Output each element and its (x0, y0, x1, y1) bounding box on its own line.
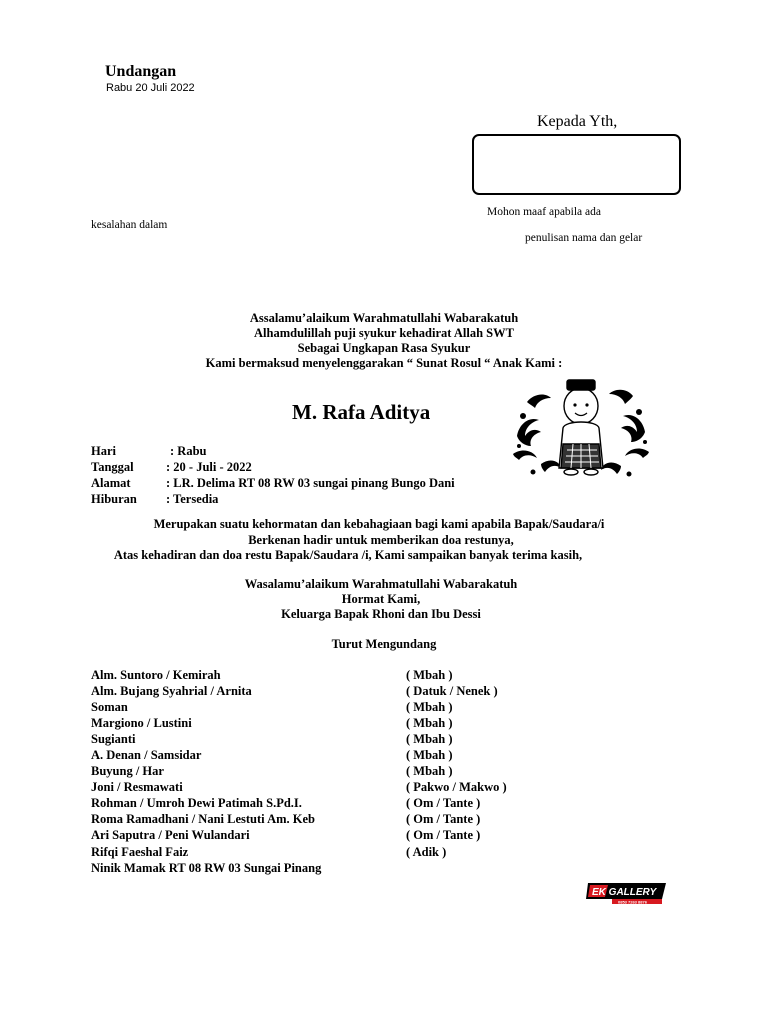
inviter-name: Ari Saputra / Peni Wulandari (91, 828, 250, 842)
logo-subtext: 0853 7263 8876 (618, 899, 647, 905)
detail-label: Hari (91, 444, 116, 458)
inviter-name: Roma Ramadhani / Nani Lestuti Am. Keb (91, 812, 315, 826)
inviter-relation: ( Mbah ) (406, 732, 453, 746)
inviter-relation: ( Mbah ) (406, 700, 453, 714)
invitation-title: Undangan (105, 63, 177, 80)
greeting-line: Sebagai Ungkapan Rasa Syukur (297, 341, 471, 355)
apology-note-line3: penulisan nama dan gelar (525, 232, 643, 244)
signoff-line: Wasalamu’alaikum Warahmatullahi Wabarakatuh (244, 577, 518, 591)
inviter-name: Rohman / Umroh Dewi Patimah S.Pd.I. (91, 796, 302, 810)
list-item (91, 780, 591, 796)
inviter-relation: ( Adik ) (406, 845, 447, 859)
inviter-name: Alm. Suntoro / Kemirah (91, 668, 221, 682)
detail-row-tanggal (91, 459, 511, 475)
detail-row-alamat (91, 475, 511, 491)
signoff-line: Hormat Kami, (341, 592, 421, 606)
list-item (91, 861, 591, 877)
apology-note-line2: kesalahan dalam (91, 219, 168, 231)
inviter-relation: ( Om / Tante ) (406, 828, 481, 842)
apology-note-line1: Mohon maaf apabila ada (487, 206, 601, 218)
list-item (91, 748, 591, 764)
detail-label: Tanggal (91, 460, 134, 474)
event-details (91, 443, 511, 507)
detail-row-hiburan (91, 491, 511, 507)
inviter-name: A. Denan / Samsidar (91, 748, 202, 762)
list-item (91, 716, 591, 732)
inviter-relation: ( Mbah ) (406, 764, 453, 778)
recipient-address-box (472, 134, 681, 195)
inviter-relation: ( Om / Tante ) (406, 812, 481, 826)
greeting-line: Alhamdulillah puji syukur kehadirat Allah SWT (254, 326, 514, 340)
recipient-label: Kepada Yth, (537, 113, 618, 130)
list-item (91, 812, 591, 828)
list-item (91, 684, 591, 700)
inviter-name: Sugianti (91, 732, 136, 746)
greeting-line: Kami bermaksud menyelenggarakan “ Sunat Rosul “ Anak Kami : (205, 356, 563, 370)
inviter-name: Rifqi Faeshal Faiz (91, 845, 189, 859)
inviter-relation: ( Om / Tante ) (406, 796, 481, 810)
inviter-name: Margiono / Lustini (91, 716, 192, 730)
turut-mengundang-title: Turut Mengundang (331, 637, 437, 651)
logo-text: EK GALLERY (592, 887, 657, 898)
inviter-relation: ( Datuk / Nenek ) (406, 684, 498, 698)
list-item (91, 668, 591, 684)
list-item (91, 764, 591, 780)
signoff-line: Keluarga Bapak Rhoni dan Ibu Dessi (281, 607, 481, 621)
inviter-name: Ninik Mamak RT 08 RW 03 Sungai Pinang (91, 861, 322, 875)
inviter-name: Buyung / Har (91, 764, 164, 778)
detail-value: : Rabu (170, 444, 207, 458)
inviter-name: Alm. Bujang Syahrial / Arnita (91, 684, 252, 698)
invitation-date: Rabu 20 Juli 2022 (106, 82, 195, 94)
inviter-relation: ( Mbah ) (406, 668, 453, 682)
ek-gallery-logo (584, 877, 670, 907)
list-item (91, 828, 591, 844)
inviter-name: Soman (91, 700, 128, 714)
inviter-relation: ( Mbah ) (406, 748, 453, 762)
closing-line: Atas kehadiran dan doa restu Bapak/Saudara /i, Kami sampaikan banyak terima kasih, (113, 548, 583, 562)
list-item (91, 732, 591, 748)
detail-row-hari (91, 443, 511, 459)
detail-label: Hiburan (91, 492, 137, 506)
inviter-name: Joni / Resmawati (91, 780, 183, 794)
detail-label: Alamat (91, 476, 131, 490)
list-item (91, 845, 591, 861)
inviter-relation: ( Pakwo / Makwo ) (406, 780, 507, 794)
closing-line: Berkenan hadir untuk memberikan doa restunya, (248, 533, 514, 547)
circumcision-boy-illustration (511, 372, 651, 480)
detail-value: : 20 - Juli - 2022 (166, 460, 252, 474)
closing-line: Merupakan suatu kehormatan dan kebahagiaan bagi kami apabila Bapak/Saudara/i (153, 517, 605, 531)
child-name: M. Rafa Aditya (292, 400, 431, 424)
list-item (91, 796, 591, 812)
list-item (91, 700, 591, 716)
detail-value: : Tersedia (166, 492, 219, 506)
inviter-relation: ( Mbah ) (406, 716, 453, 730)
detail-value: : LR. Delima RT 08 RW 03 sungai pinang Bungo Dani (166, 476, 455, 490)
greeting-line: Assalamu’alaikum Warahmatullahi Wabarakatuh (249, 311, 519, 325)
